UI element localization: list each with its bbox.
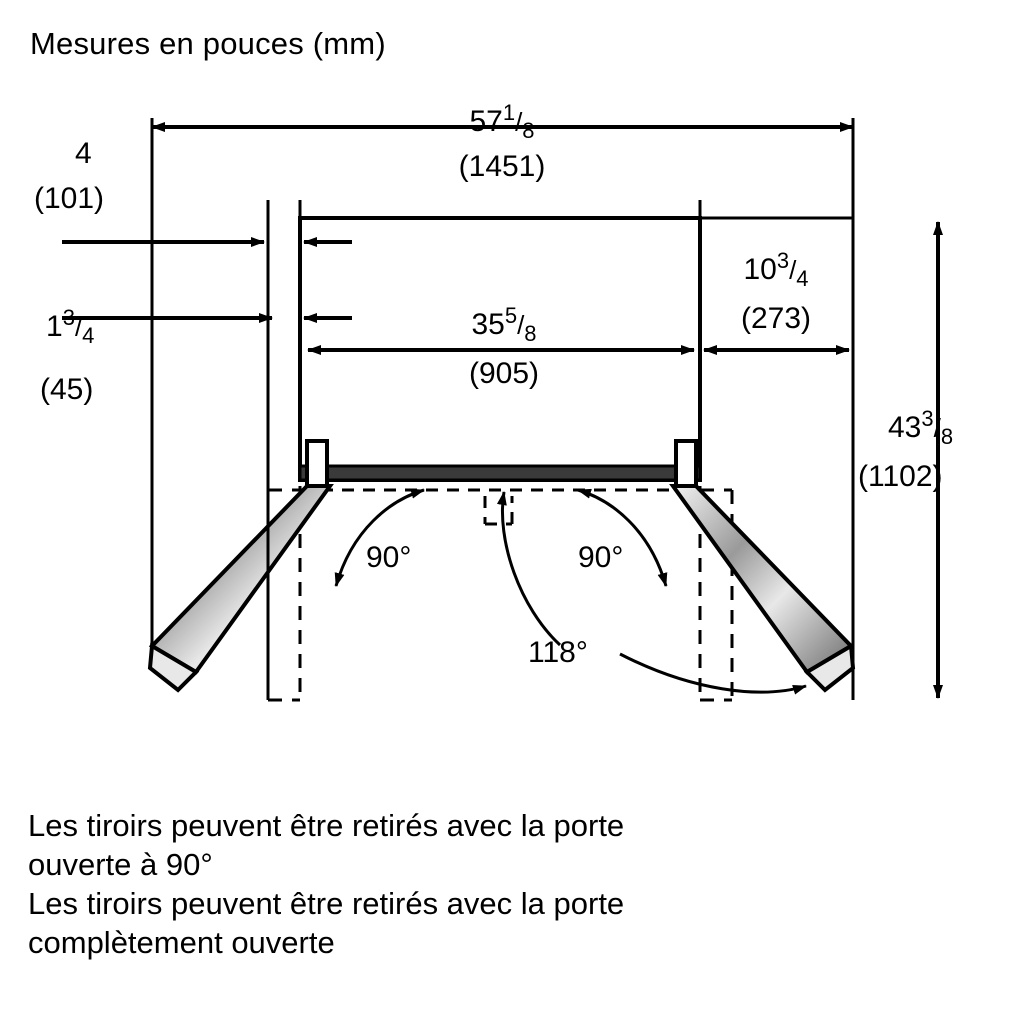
note-line-2: ouverte à 90° — [28, 847, 213, 882]
dim-overall-width-inches: 57 — [469, 105, 503, 138]
dim-overall-depth — [858, 222, 953, 698]
dim-overall-width — [152, 100, 853, 183]
svg-text:571/8: $57^1/_8$ — [469, 100, 535, 143]
dim-door-depth-mm: (101) — [34, 182, 105, 215]
svg-text:355/8: $35^5/_8$ — [471, 303, 537, 346]
door-center-dashed-detail — [300, 490, 700, 524]
dim-handle-offset-num: 3 — [62, 305, 75, 330]
note-line-1: Les tiroirs peuvent être retirés avec la porte — [28, 808, 625, 843]
door-panel-left-open — [150, 486, 330, 690]
dim-overall-depth-num: 3 — [921, 406, 934, 431]
svg-text:103/4: $10^3/_4$ — [743, 248, 809, 291]
dim-right-section-num: 3 — [776, 248, 790, 273]
dim-overall-width-num: 1 — [502, 100, 516, 125]
angle-right-90-label: 90° — [578, 541, 624, 574]
hinge-left — [307, 441, 327, 486]
dim-cabinet-width-mm: (905) — [468, 357, 540, 390]
dim-handle-offset-den: 4 — [82, 323, 95, 348]
dim-cabinet-width-num: 5 — [504, 303, 518, 328]
dim-right-section-mm: (273) — [740, 302, 812, 335]
page-title: Mesures en pouces (mm) — [30, 26, 386, 61]
angle-left-90-label: 90° — [366, 541, 412, 574]
notes-block — [28, 806, 988, 962]
dim-overall-width-mm: (1451) — [458, 150, 546, 183]
dim-right-section-den: 4 — [796, 266, 809, 291]
dim-overall-depth-inches: 43 — [888, 411, 922, 444]
dim-handle-offset-inches: 1 — [46, 310, 63, 343]
dim-cabinet-width-inches: 35 — [471, 308, 505, 341]
svg-text:433/8: $43^3/_8$ — [888, 406, 954, 449]
angle-full-open-label: 118° — [528, 636, 588, 669]
dim-overall-depth-den: 8 — [940, 424, 954, 449]
dim-right-section-inches: 10 — [743, 253, 777, 286]
dim-cabinet-width-den: 8 — [524, 321, 537, 346]
svg-text:13/4: $1^3/_4$ — [46, 305, 95, 348]
dim-overall-width-den: 8 — [522, 118, 535, 143]
dim-overall-depth-mm: (1102) — [858, 460, 943, 493]
note-line-4: complètement ouverte — [28, 925, 335, 960]
dim-right-section — [704, 248, 849, 350]
hinge-right — [676, 441, 696, 486]
note-line-3: Les tiroirs peuvent être retirés avec la porte — [28, 886, 625, 921]
dim-handle-offset-mm: (45) — [40, 373, 94, 406]
dim-door-depth-inches: 4 — [75, 137, 92, 170]
